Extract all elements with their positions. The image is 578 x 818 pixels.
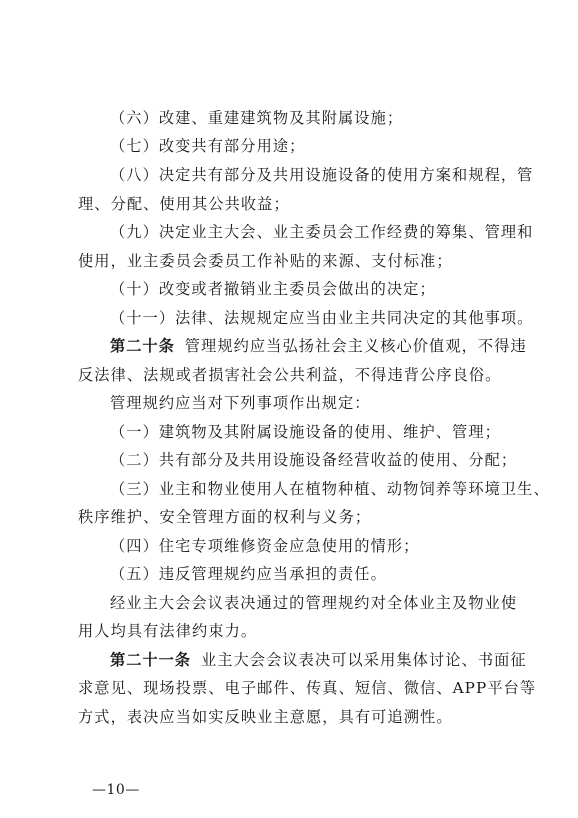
- text-line: 管理规约应当对下列事项作出规定：: [110, 394, 371, 412]
- text-line: 经业主大会会议表决通过的管理规约对全体业主及物业使: [110, 594, 518, 612]
- article-title: 第二十一条: [110, 651, 191, 669]
- text-line: （六）改建、重建建筑物及其附属设施；: [110, 109, 404, 127]
- article-line: 第二十一条 业主大会会议表决可以采用集体讨论、书面征: [110, 651, 527, 669]
- text-line: 理、分配、使用其公共收益；: [78, 195, 290, 213]
- text-line: （五）违反管理规约应当承担的责任。: [110, 565, 387, 583]
- text-line: 使用，业主委员会委员工作补贴的来源、支付标准；: [78, 252, 453, 270]
- text-line: （四）住宅专项维修资金应急使用的情形；: [110, 537, 420, 555]
- text-line: 秩序维护、安全管理方面的权利与义务；: [78, 508, 372, 526]
- text-line: 求意见、现场投票、电子邮件、传真、短信、微信、APP平台等: [78, 679, 537, 697]
- text-line: 用人均具有法律约束力。: [78, 622, 258, 640]
- text-line: （八）决定共有部分及共用设施设备的使用方案和规程，管: [110, 166, 534, 184]
- article-line: 第二十条 管理规约应当弘扬社会主义核心价值观，不得违: [110, 337, 527, 355]
- text-line: （二）共有部分及共用设施设备经营收益的使用、分配；: [110, 451, 518, 469]
- text-line: 方式，表决应当如实反映业主意愿，具有可追溯性。: [78, 708, 453, 726]
- text-line: （三）业主和物业使用人在植物种植、动物饲养等环境卫生、: [110, 480, 550, 498]
- text-line: （十一）法律、法规规定应当由业主共同决定的其他事项。: [110, 309, 534, 327]
- text-line: （七）改变共有部分用途；: [110, 137, 306, 155]
- text-line: 反法律、法规或者损害社会公共利益，不得违背公序良俗。: [78, 366, 502, 384]
- page-number: —10—: [92, 782, 140, 798]
- text-line: （九）决定业主大会、业主委员会工作经费的筹集、管理和: [110, 223, 534, 241]
- text-line: （一）建筑物及其附属设施设备的使用、维护、管理；: [110, 423, 501, 441]
- text-line: （十）改变或者撤销业主委员会做出的决定；: [110, 280, 436, 298]
- article-title: 第二十条: [110, 337, 175, 355]
